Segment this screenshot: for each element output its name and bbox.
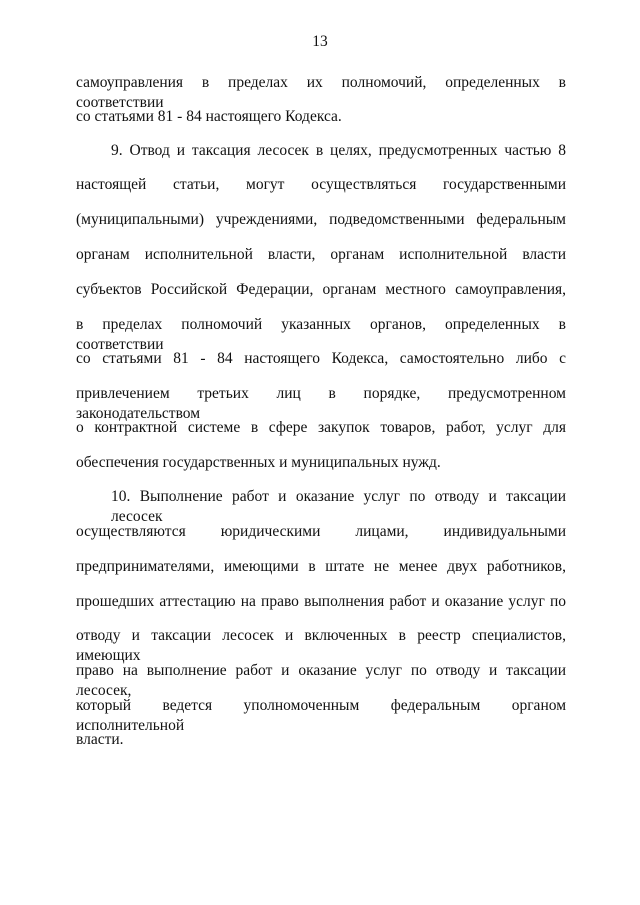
text-line: предпринимателями, имеющими в штате не менее двух работников, <box>76 558 566 575</box>
text-line: осуществляются юридическими лицами, индивидуальными <box>76 523 566 540</box>
text-line: о контрактной системе в сфере закупок товаров, работ, услуг для <box>76 419 566 436</box>
text-line: настоящей статьи, могут осуществляться государственными <box>76 176 566 193</box>
text-line: прошедших аттестацию на право выполнения работ и оказание услуг по <box>76 593 566 610</box>
text-line: в пределах полномочий указанных органов, определенных в соответствии <box>76 316 566 353</box>
text-line: право на выполнение работ и оказание услуг по отводу и таксации лесосек, <box>76 662 566 699</box>
text-line: который ведется уполномоченным федеральным органом исполнительной <box>76 697 566 734</box>
text-line: отводу и таксации лесосек и включенных в реестр специалистов, имеющих <box>76 627 566 664</box>
page-number: 13 <box>312 33 328 50</box>
text-line: обеспечения государственных и муниципальных нужд. <box>76 454 441 471</box>
text-line: со статьями 81 - 84 настоящего Кодекса. <box>76 108 342 125</box>
text-line: привлечением третьих лиц в порядке, предусмотренном законодательством <box>76 385 566 422</box>
text-line: самоуправления в пределах их полномочий, определенных в соответствии <box>76 74 566 111</box>
paragraph-9-start: 9. Отвод и таксация лесосек в целях, предусмотренных частью 8 <box>111 142 566 159</box>
paragraph-10-start: 10. Выполнение работ и оказание услуг по отводу и таксации лесосек <box>111 488 566 525</box>
text-line: власти. <box>76 731 124 748</box>
text-line: со статьями 81 - 84 настоящего Кодекса, самостоятельно либо с <box>76 350 566 367</box>
text-line: субъектов Российской Федерации, органам местного самоуправления, <box>76 281 566 298</box>
text-line: (муниципальными) учреждениями, подведомственными федеральным <box>76 211 566 228</box>
text-line: органам исполнительной власти, органам исполнительной власти <box>76 246 566 263</box>
